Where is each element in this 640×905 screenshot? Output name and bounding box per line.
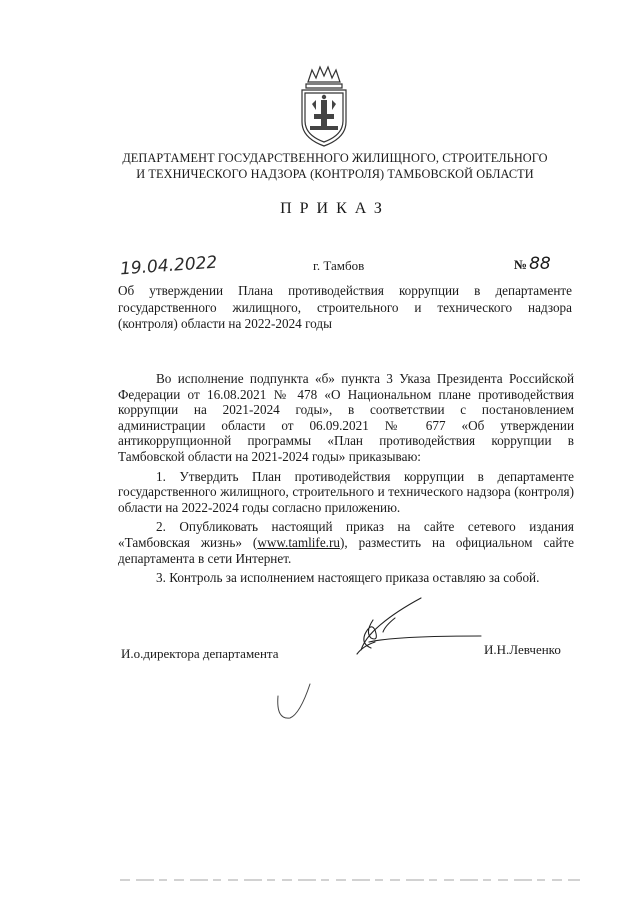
body-item-2	[118, 519, 574, 566]
handwritten-number: 88	[529, 254, 551, 274]
tamlife-link[interactable]: www.tamlife.ru	[257, 534, 340, 550]
signer-role: И.о.директора департамента	[121, 646, 279, 661]
item-2-text-after: ), разместить на официальном сайте департамента в сети Интернет.	[118, 534, 574, 566]
order-body	[118, 371, 574, 590]
document-type: ПРИКАЗ	[280, 200, 390, 217]
body-item-3: 3. Контроль за исполнением настоящего приказа оставляю за собой.	[156, 570, 540, 586]
body-intro: Во исполнение подпункта «б» пункта 3 Указа Президента Российской Федерации от 16.08.2021 № 478 «О Национальном плане противодействия коррупции на 2021-2024 годы», в соответствии с постановлением администрации области от 06.09.2021 № 677 «Об утверждении антикоррупционной программы «План противодействия коррупции в Тамбовской области на 2021-2024 годы» приказываю:	[118, 371, 574, 464]
document-number	[514, 254, 551, 274]
department-header	[110, 150, 560, 182]
handwritten-mark	[272, 680, 322, 724]
number-prefix: №	[514, 257, 528, 272]
department-line-2: И ТЕХНИЧЕСКОГО НАДЗОРА (КОНТРОЛЯ) ТАМБОВСКОЙ ОБЛАСТИ	[136, 167, 534, 181]
bottom-edge-artifact	[120, 878, 580, 882]
body-item-1: 1. Утвердить План противодействия коррупции в департаменте государственного жилищного, строительного и технического надзора (контроля) области на 2022-2024 годы согласно приложению.	[118, 468, 574, 515]
department-line-1: ДЕПАРТАМЕНТ ГОСУДАРСТВЕННОГО ЖИЛИЩНОГО, СТРОИТЕЛЬНОГО	[122, 151, 548, 165]
handwritten-signature	[335, 592, 485, 670]
signer-name: И.Н.Левченко	[484, 642, 561, 657]
tambov-coat-of-arms-icon	[294, 64, 354, 148]
handwritten-date: 19.04.2022	[119, 252, 218, 280]
item-2-text-before: 2. Опубликовать настоящий приказ на сайте сетевого издания «Тамбовская жизнь» (	[118, 519, 574, 550]
order-subject: Об утверждении Плана противодействия коррупции в департаменте государственного жилищного, строительного и технического надзора (контроля) области на 2022-2024 годы	[118, 283, 572, 331]
city: г. Тамбов	[313, 258, 365, 273]
